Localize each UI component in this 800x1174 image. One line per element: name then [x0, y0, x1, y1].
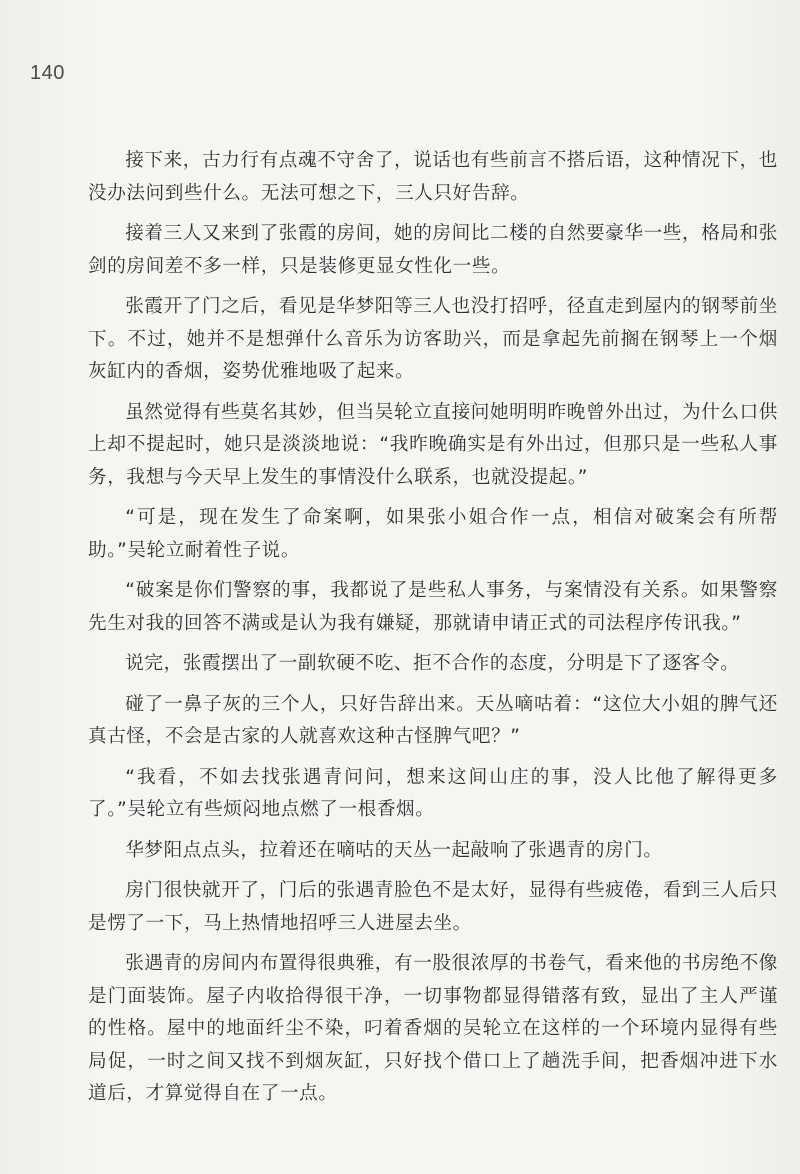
paragraph-5: “可是，现在发生了命案啊，如果张小姐合作一点，相信对破案会有所帮助。”吴轮立耐着性子说。: [88, 507, 778, 561]
paragraph-3: 张霞开了门之后，看见是华梦阳等三人也没打招呼，径直走到屋内的钢琴前坐下。不过，她并不是想弹什么音乐为访客助兴，而是拿起先前搁在钢琴上一个烟灰缸内的香烟，姿势优雅地吸了起来。: [88, 296, 778, 382]
paragraph-11: 房门很快就开了，门后的张遇青脸色不是太好，显得有些疲倦，看到三人后只是愣了一下，马上热情地招呼三人进屋去坐。: [88, 880, 778, 934]
body-text: [88, 145, 778, 1119]
paragraph-4: 虽然觉得有些莫名其妙，但当吴轮立直接问她明明昨晚曾外出过，为什么口供上却不提起时，她只是淡淡地说：“我昨晚确实是有外出过，但那只是一些私人事务，我想与今天早上发生的事情没什么联系，也就没提起。”: [88, 401, 778, 488]
paragraph-7: 说完，张霞摆出了一副软硬不吃、拒不合作的态度，分明是下了逐客令。: [125, 653, 740, 674]
paragraph-6: “破案是你们警察的事，我都说了是些私人事务，与案情没有关系。如果警察先生对我的回答不满或是认为我有嫌疑，那就请申请正式的司法程序传讯我。”: [88, 580, 778, 634]
paragraph-2: 接着三人又来到了张霞的房间，她的房间比二楼的自然要豪华一些，格局和张剑的房间差不多一样，只是装修更显女性化一些。: [88, 223, 778, 277]
paragraph-10: 华梦阳点点头，拉着还在嘀咕的天丛一起敲响了张遇青的房门。: [125, 839, 663, 861]
paragraph-1: 接下来，古力行有点魂不守舍了，说话也有些前言不搭后语，这种情况下，也没办法问到些什么。无法可想之下，三人只好告辞。: [88, 150, 778, 204]
paragraph-12: 张遇青的房间内布置得很典雅，有一股很浓厚的书卷气，看来他的书房绝不像是门面装饰。屋子内收拾得很干净，一切事物都显得错落有致，显出了主人严谨的性格。屋中的地面纤尘不染，叼着香烟的吴轮立在这样的一个环境内显得有些局促，一时之间又找不到烟灰缸，只好找个借口上了趟洗手间，把香烟冲进下水道后，才算觉得自在了一点。: [88, 953, 778, 1104]
paragraph-9: “我看，不如去找张遇青问问，想来这间山庄的事，没人比他了解得更多了。”吴轮立有些烦闷地点燃了一根香烟。: [88, 766, 778, 820]
paragraph-8: 碰了一鼻子灰的三个人，只好告辞出来。天丛嘀咕着：“这位大小姐的脾气还真古怪，不会是古家的人就喜欢这种古怪脾气吧？”: [88, 693, 778, 747]
page-number: 140: [30, 62, 65, 84]
